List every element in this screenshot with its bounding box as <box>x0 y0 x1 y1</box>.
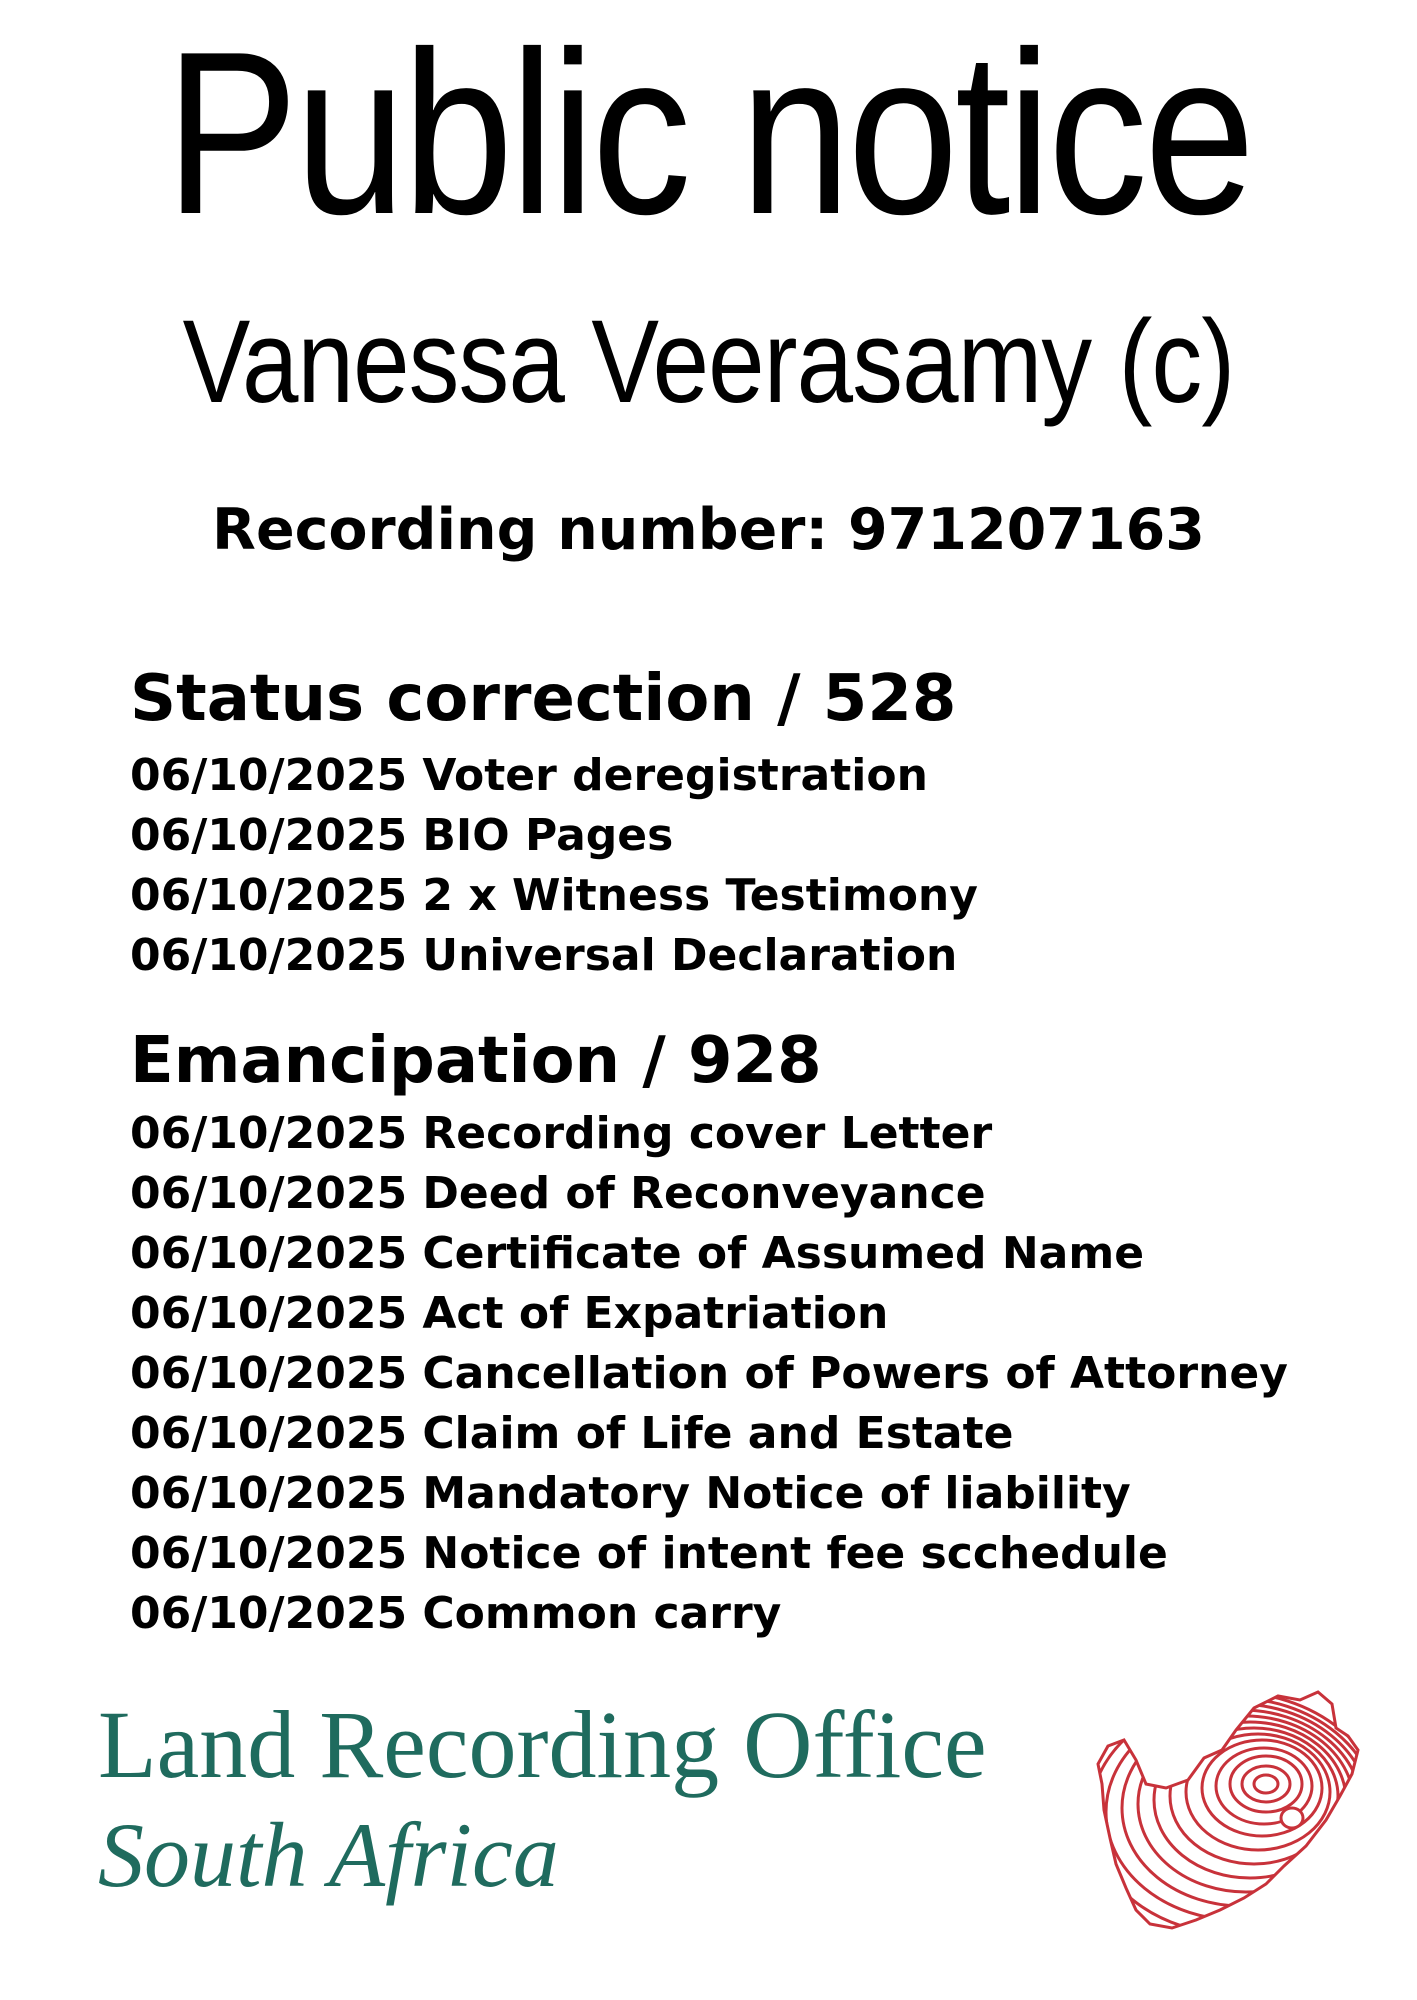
list-item: 06/10/2025 Deed of Reconveyance <box>130 1168 986 1219</box>
list-item: 06/10/2025 Common carry <box>130 1588 782 1639</box>
list-item: 06/10/2025 Voter deregistration <box>130 750 928 801</box>
list-item: 06/10/2025 2 x Witness Testimony <box>130 870 978 921</box>
list-item: 06/10/2025 Certificate of Assumed Name <box>130 1228 1145 1279</box>
notice-name: Vanessa Veerasamy (c) <box>182 296 1235 428</box>
office-name: Land Recording Office <box>98 1691 987 1798</box>
recording-number: Recording number: 971207163 <box>212 497 1205 563</box>
section-heading: Emancipation / 928 <box>130 1024 822 1098</box>
section-heading: Status correction / 528 <box>130 662 957 736</box>
section-status-correction <box>130 660 1330 986</box>
office-logo-text <box>98 1690 987 1910</box>
south-africa-fingerprint-map-icon <box>1096 1688 1366 1938</box>
list-item: 06/10/2025 Universal Declaration <box>130 930 958 981</box>
list-item: 06/10/2025 Recording cover Letter <box>130 1108 993 1159</box>
list-item: 06/10/2025 Notice of intent fee scchedule <box>130 1528 1168 1579</box>
notice-title: Public notice <box>165 4 1252 263</box>
list-item: 06/10/2025 Act of Expatriation <box>130 1288 889 1339</box>
list-item: 06/10/2025 Mandatory Notice of liability <box>130 1468 1131 1519</box>
list-item: 06/10/2025 BIO Pages <box>130 810 674 861</box>
section-emancipation <box>130 1022 1330 1644</box>
list-item: 06/10/2025 Claim of Life and Estate <box>130 1408 1014 1459</box>
list-item: 06/10/2025 Cancellation of Powers of Attorney <box>130 1348 1288 1399</box>
office-country: South Africa <box>98 1804 559 1906</box>
